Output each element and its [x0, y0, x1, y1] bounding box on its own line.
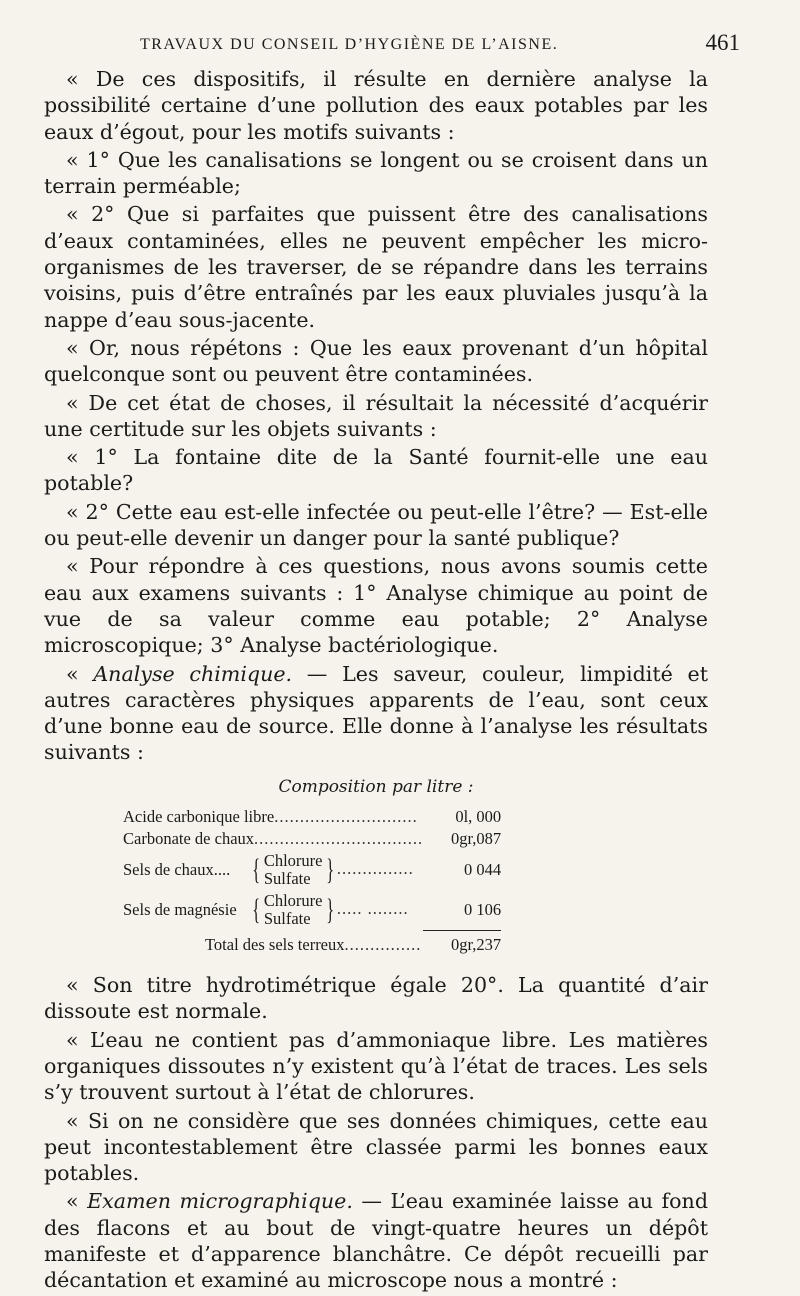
- row-label: [123, 828, 423, 850]
- paragraph-text: — L’eau examinée laisse au fond des flacons et au bout de vingt-quatre heures un dépôt manifeste et d’apparence blanchâtre. Ce dépôt recueilli par décantation et examiné au microscope nous a montré :: [44, 1189, 708, 1293]
- sub-item: Sulfate: [263, 869, 311, 889]
- paragraph: « 1° Que les canalisations se longent ou se croisent dans un terrain perméable;: [44, 147, 708, 199]
- row-label: [123, 806, 423, 828]
- paragraph-micrographic-exam: [44, 1188, 708, 1293]
- label-text: Total des sels terreux: [205, 935, 345, 955]
- paragraph: « L’eau ne contient pas d’ammoniaque libre. Les matières organiques dissoutes n’y existent qu’à l’état de traces. Les sels s’y trouvent surtout à l’état de chlorures.: [44, 1027, 708, 1105]
- row-value: 0gr,087: [450, 829, 502, 849]
- left-brace: {: [252, 853, 261, 887]
- sub-list: [264, 852, 323, 888]
- composition-table: [123, 806, 501, 956]
- total-row: [123, 934, 501, 956]
- paragraph-text: — Les saveur, couleur, limpidité et autres caractères physiques apparents de l’eau, sont ceux d’une bonne eau de source. Elle donne à l’analyse les résultats suivants :: [44, 661, 708, 765]
- paragraph: « Pour répondre à ces questions, nous avons soumis cette eau aux examens suivants : 1° Analyse chimique au point de vue de sa valeur comme eau potable; 2° Analyse microscopique; 3° Analyse bactériologique.: [44, 554, 708, 658]
- quote-mark: «: [66, 661, 94, 686]
- quote-mark: «: [66, 1189, 88, 1214]
- leader-dots: .................................: [254, 829, 424, 849]
- paragraph: « Son titre hydrotimétrique égale 20°. La quantité d’air dissoute est normale.: [44, 973, 708, 1024]
- label-text: Carbonate de chaux: [123, 829, 255, 849]
- sub-list: [264, 892, 323, 928]
- row-value: 0l, 000: [455, 807, 502, 827]
- total-value: 0gr,237: [450, 935, 502, 955]
- sub-item: Chlorure: [263, 851, 323, 871]
- row-value: 0 106: [464, 899, 502, 919]
- right-brace: }: [325, 853, 334, 887]
- running-head: TRAVAUX DU CONSEIL D’HYGIÈNE DE L’AISNE.: [140, 36, 559, 53]
- paragraph: « De ces dispositifs, il résulte en dernière analyse la possibilité certaine d’une pollution des eaux potables par les eaux d’égout, pour les motifs suivants :: [44, 67, 708, 144]
- row-label: Sels de magnésie: [123, 900, 237, 920]
- right-brace: }: [325, 893, 334, 927]
- table-caption: Composition par litre :: [278, 776, 474, 797]
- paragraph-chemical-analysis: [44, 661, 708, 766]
- paragraph: « De cet état de choses, il résultait la nécessité d’acquérir une certitude sur les objets suivants :: [44, 390, 708, 441]
- left-brace: {: [252, 893, 261, 927]
- table-row: [123, 890, 501, 930]
- sub-item: Chlorure: [263, 891, 323, 911]
- table-row: [123, 828, 501, 850]
- sub-item: Sulfate: [263, 909, 311, 929]
- row-label: [123, 934, 423, 956]
- paragraph: « 2° Que si parfaites que puissent être des canalisations d’eaux contaminées, elles ne peuvent empêcher les micro-organismes de les traverser, de se répandre dans les terrains voisins, puis d’être entraînés par les eaux pluviales jusqu’à la nappe d’eau sous-jacente.: [44, 202, 708, 332]
- sub-items: [249, 850, 423, 890]
- paragraph: « 1° La fontaine dite de la Santé fournit-elle une eau potable?: [44, 445, 708, 496]
- table-row: [123, 850, 501, 890]
- section-title-micrographic: Examen micrographique.: [87, 1189, 353, 1214]
- paragraph: « 2° Cette eau est-elle infectée ou peut-elle l’être? — Est-elle ou peut-elle devenir un danger pour la santé publique?: [44, 499, 708, 551]
- paragraph: « Si on ne considère que ses données chimiques, cette eau peut incontestablement être classée parmi les bonnes eaux potables.: [44, 1108, 708, 1186]
- leader-dots: ...............: [344, 935, 422, 955]
- row-value: 0 044: [464, 860, 502, 880]
- page-header: [45, 30, 740, 62]
- page-number: 461: [705, 30, 740, 55]
- row-label: Sels de chaux....: [123, 860, 231, 880]
- sub-items: [249, 890, 423, 930]
- table-row: [123, 806, 501, 828]
- leader-dots: ...............: [336, 858, 414, 878]
- leader-dots: ............................: [274, 807, 418, 827]
- section-title-chemical: Analyse chimique.: [93, 661, 293, 686]
- paragraph: « Or, nous répétons : Que les eaux provenant d’un hôpital quelconque sont ou peuvent être contaminées.: [44, 335, 708, 387]
- label-text: Acide carbonique libre: [123, 807, 275, 827]
- body-text: [44, 66, 708, 1296]
- leader-dots: ..... ........: [336, 898, 409, 918]
